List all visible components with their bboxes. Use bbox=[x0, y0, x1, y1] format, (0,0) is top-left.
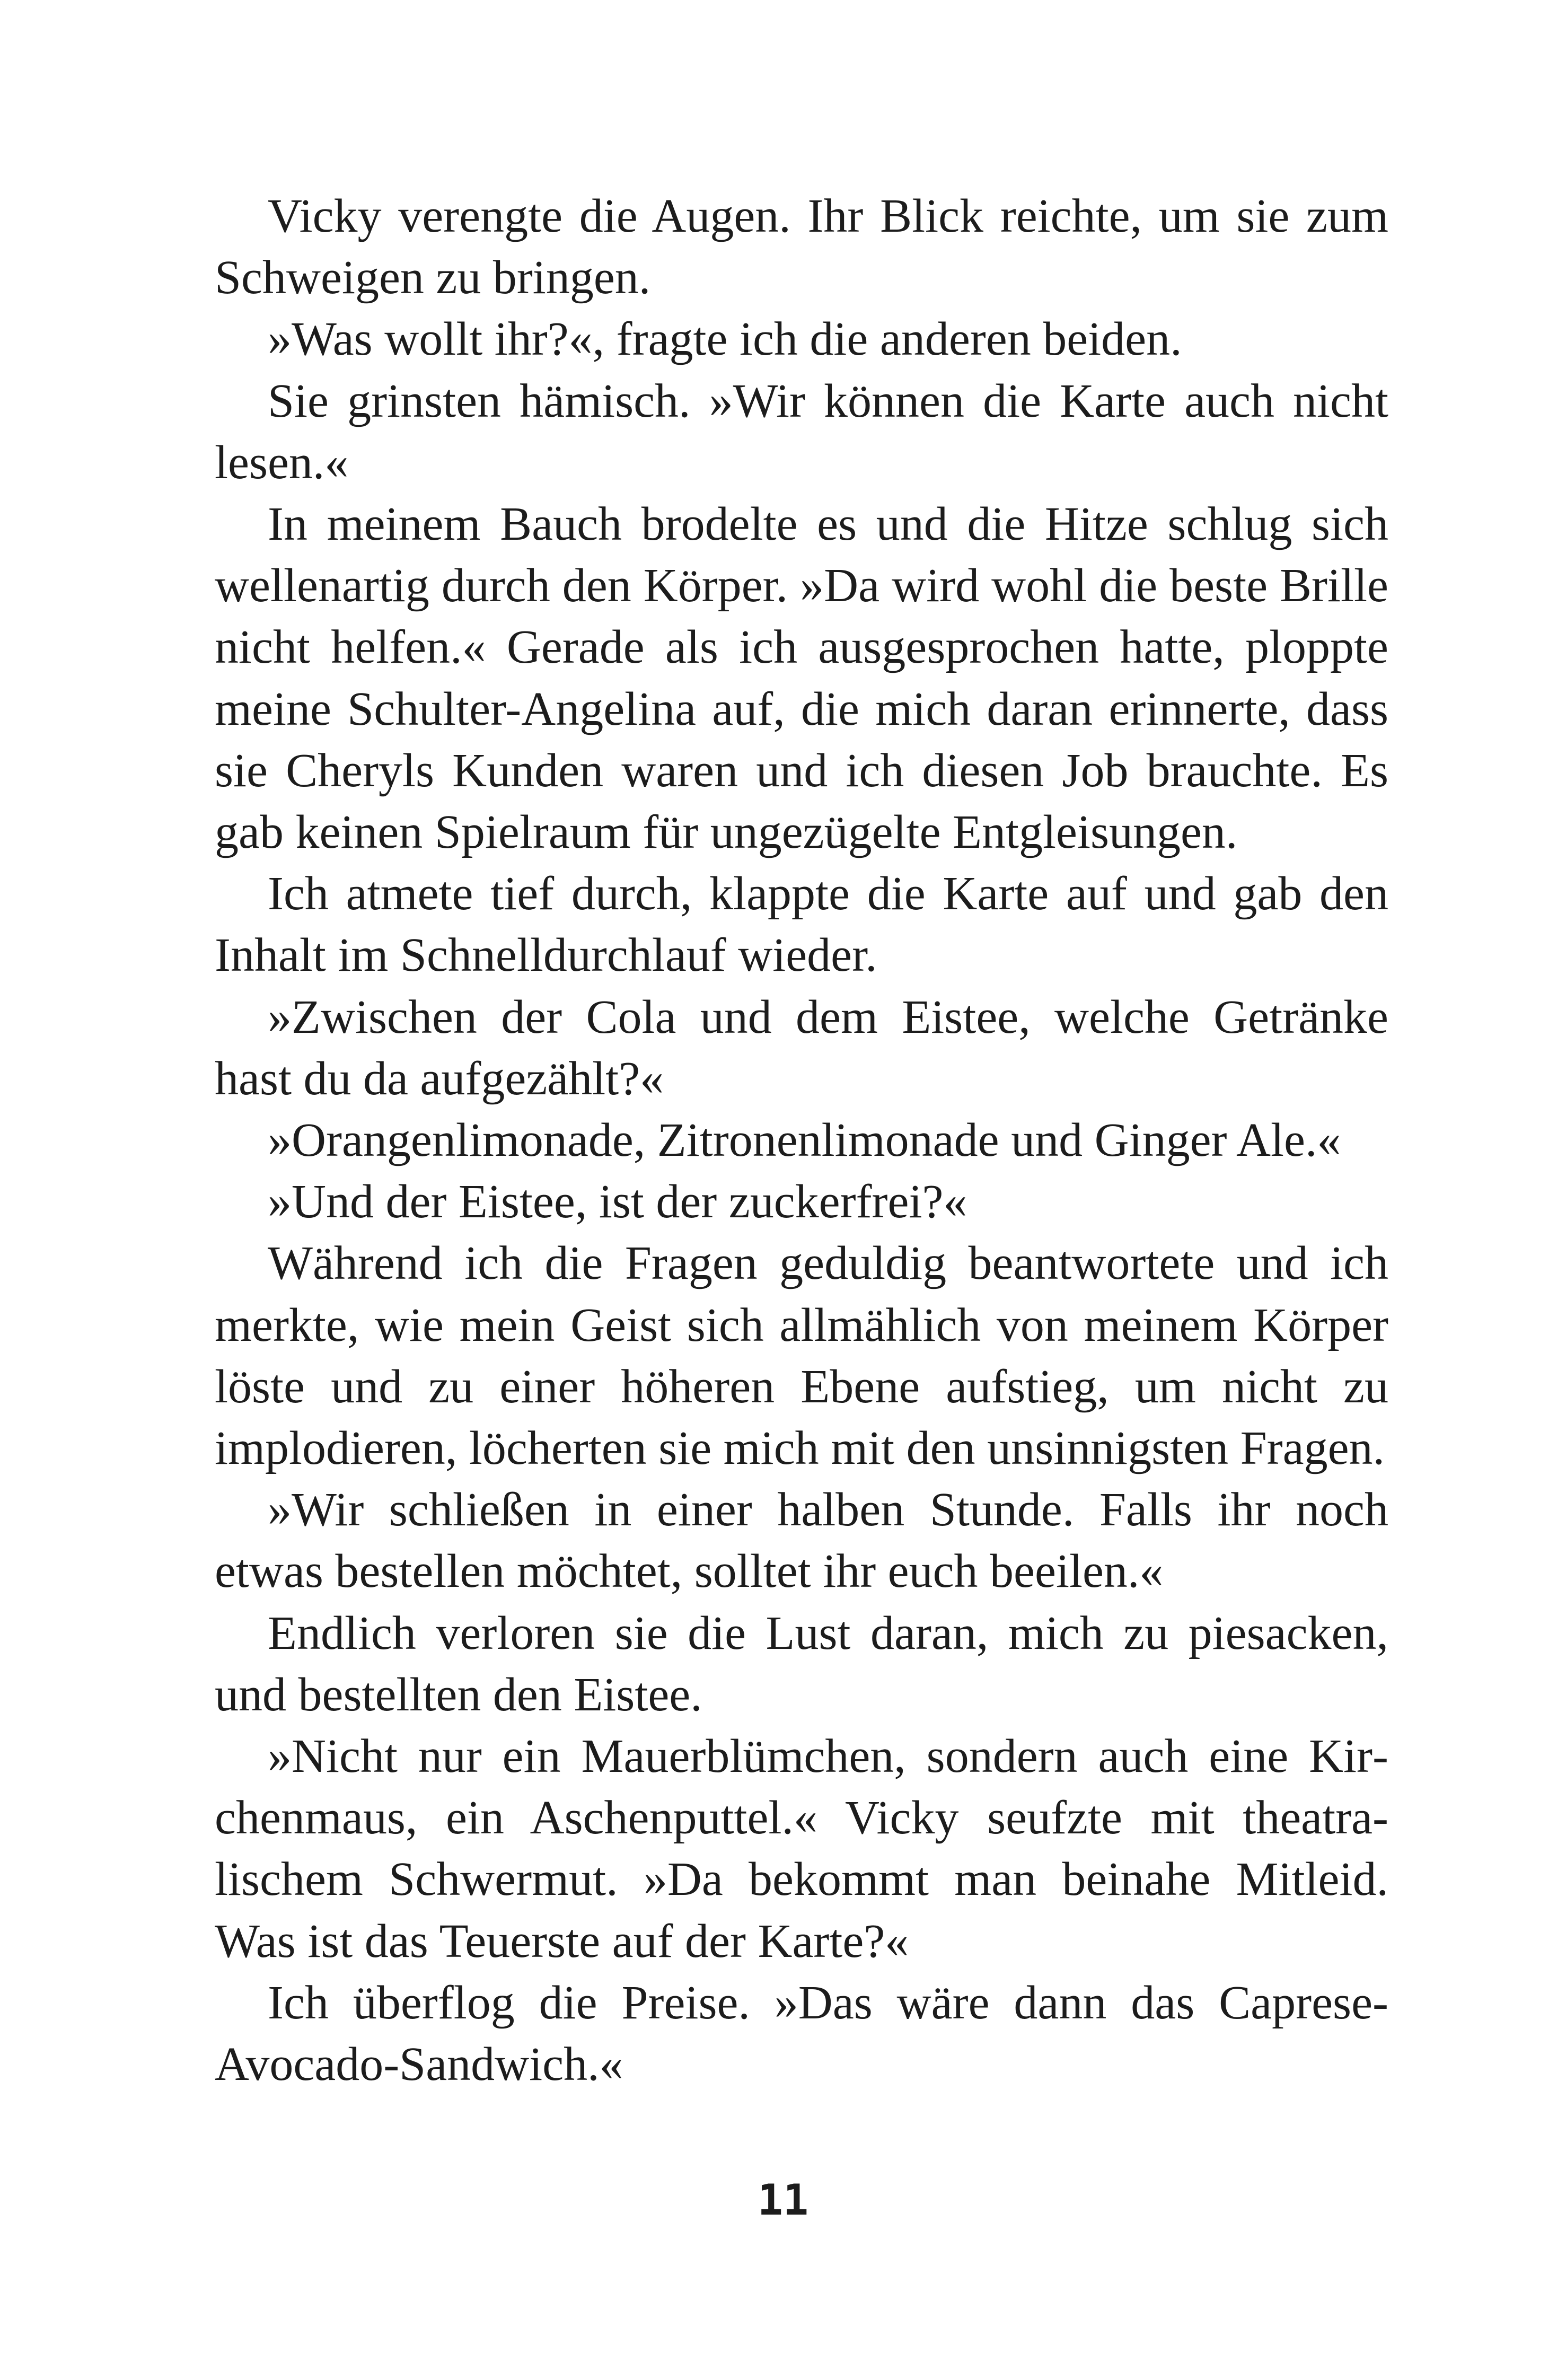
paragraph: Während ich die Fragen geduldig beantwortete und ich merkte, wie mein Geist sich allmählich von meinem Körper löste und zu einer höheren Ebene aufstieg, um nicht zu implodieren, löcherten sie mich mit den unsinnigsten Fragen. bbox=[215, 1237, 1388, 1475]
paragraph: »Orangenlimonade, Zitronenlimonade und Ginger Ale.« bbox=[268, 1114, 1341, 1167]
paragraph: Endlich verloren sie die Lust daran, mich zu piesacken, und bestellten den Eistee. bbox=[215, 1606, 1388, 1721]
paragraph: Ich überflog die Preise. »Das wäre dann das Caprese-Avocado-Sandwich.« bbox=[215, 1976, 1388, 2091]
body-text bbox=[215, 186, 1388, 2095]
page-number: 11 bbox=[757, 2175, 809, 2225]
paragraph: »Zwischen der Cola und dem Eistee, welche Getränke hast du da aufgezählt?« bbox=[215, 990, 1388, 1105]
paragraph: »Was wollt ihr?«, fragte ich die anderen beiden. bbox=[268, 313, 1182, 366]
paragraph: »Nicht nur ein Mauerblümchen, sondern auch eine Kirchenmaus, ein Aschenputtel.« Vicky seufzte mit theatralischem Schwermut. »Da bekommt man beinahe Mitleid. Was ist das Teuerste auf der Karte?« bbox=[215, 1730, 1388, 1968]
paragraph: In meinem Bauch brodelte es und die Hitze schlug sich wellenartig durch den Körper. »Da wird wohl die beste Brille nicht helfen.« Gerade als ich ausgesprochen hatte, ploppte meine Schulter-Angelina auf, die mich daran erinnerte, dass sie Cheryls Kunden waren und ich diesen Job brauchte. Es gab keinen Spielraum für ungezügelte Entgleisungen. bbox=[215, 498, 1388, 859]
paragraph: Vicky verengte die Augen. Ihr Blick reichte, um sie zum Schweigen zu bringen. bbox=[215, 190, 1388, 304]
paragraph: Sie grinsten hämisch. »Wir können die Karte auch nicht lesen.« bbox=[215, 374, 1388, 489]
paragraph: Ich atmete tief durch, klappte die Karte auf und gab den Inhalt im Schnelldurchlauf wieder. bbox=[215, 867, 1388, 982]
paragraph: »Wir schließen in einer halben Stunde. Falls ihr noch etwas bestellen möchtet, solltet ihr euch beeilen.« bbox=[215, 1483, 1388, 1598]
paragraph: »Und der Eistee, ist der zuckerfrei?« bbox=[268, 1175, 967, 1228]
